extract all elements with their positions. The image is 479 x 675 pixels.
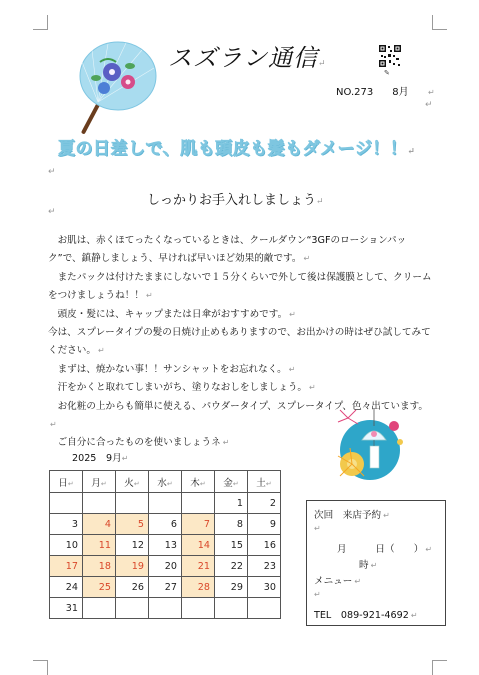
crop-mark-top-right <box>432 15 447 30</box>
paragraph-mark: ↵ <box>199 479 206 488</box>
paragraph-mark: ↵ <box>316 197 324 207</box>
reservation-label: 次回 来店予約 <box>314 510 382 521</box>
weekday-header <box>149 471 182 493</box>
paragraph-mark: ↵ <box>425 545 433 554</box>
crop-mark-bottom-left <box>33 660 48 675</box>
calendar-day: 23 <box>248 556 281 577</box>
newsletter-title <box>168 38 327 73</box>
weekday-label: 木 <box>190 477 200 489</box>
paragraph <box>48 324 436 361</box>
reservation-label-row <box>314 507 390 521</box>
qr-code-icon <box>378 44 402 68</box>
calendar-day: 6 <box>149 514 182 535</box>
paragraph-text: お化粧の上からも簡単に使える、パウダータイプ、スプレータイプ、色々出ています。 <box>48 400 429 412</box>
anchor-icon: ✎ <box>384 69 390 77</box>
calendar-day: 13 <box>149 535 182 556</box>
paragraph-mark: ↵ <box>232 479 239 488</box>
paragraph-mark: ↵ <box>222 438 230 448</box>
reservation-date-line: 月 日（ ） <box>337 544 424 555</box>
reservation-time-row <box>359 557 377 571</box>
paragraph-mark: ↵ <box>121 454 129 463</box>
weekday-label: 月 <box>91 477 101 489</box>
paragraph-text: まずは、焼かない事！！サンシャットをお忘れなく。 <box>48 363 287 375</box>
calendar-empty-cell <box>83 493 116 514</box>
paragraph-mark: ↵ <box>383 511 390 520</box>
paragraph-mark: ↵ <box>407 147 416 157</box>
paragraph-mark: ↵ <box>427 88 435 97</box>
weekday-header <box>248 471 281 493</box>
paragraph-mark: ↵ <box>145 291 153 301</box>
calendar-week-row <box>50 493 281 514</box>
paragraph-mark: ↵ <box>288 364 296 374</box>
calendar-day: 12 <box>116 535 149 556</box>
calendar-day: 18 <box>83 556 116 577</box>
issue-month: 8月 <box>392 87 409 98</box>
calendar-header-row <box>50 471 281 493</box>
calendar-day: 22 <box>215 556 248 577</box>
calendar-empty-cell <box>50 493 83 514</box>
paragraph-mark: ↵ <box>67 479 74 488</box>
calendar-day: 4 <box>83 514 116 535</box>
paragraph-mark: ↵ <box>48 207 56 217</box>
calendar-day: 5 <box>116 514 149 535</box>
paragraph-mark: ↵ <box>314 524 321 533</box>
uchiwa-fan-icon <box>70 36 160 136</box>
calendar-day: 15 <box>215 535 248 556</box>
reservation-tel: TEL 089-921-4692 <box>314 610 409 621</box>
calendar-empty-cell <box>116 493 149 514</box>
paragraph-mark: ↵ <box>133 479 140 488</box>
calendar-day: 3 <box>50 514 83 535</box>
reservation-date-row <box>337 541 432 555</box>
weekday-label: 日 <box>58 477 68 489</box>
paragraph <box>48 306 436 324</box>
calendar-day: 7 <box>182 514 215 535</box>
subheading <box>147 189 324 208</box>
calendar-day: 21 <box>182 556 215 577</box>
title-text: スズラン通信 <box>168 44 318 72</box>
calendar-week-row <box>50 535 281 556</box>
subheading-text: しっかりお手入れしましょう <box>147 193 317 208</box>
calendar-day: 11 <box>83 535 116 556</box>
calendar-day: 19 <box>116 556 149 577</box>
paragraph-mark: ↵ <box>309 383 316 393</box>
paragraph-mark-row <box>314 523 321 534</box>
calendar-empty-cell <box>215 598 248 619</box>
calendar-empty-cell <box>149 598 182 619</box>
reservation-box <box>306 500 446 626</box>
paragraph-mark: ↵ <box>97 346 105 356</box>
calendar-day: 1 <box>215 493 248 514</box>
paragraph <box>48 269 436 306</box>
weekday-header <box>83 471 116 493</box>
paragraph <box>48 379 436 397</box>
paragraph-mark: ↵ <box>166 479 173 488</box>
paragraph-text: ご自分に合ったものを使いましょうネ <box>48 437 221 449</box>
paragraph <box>48 232 436 269</box>
calendar-day: 14 <box>182 535 215 556</box>
paragraph-text: またパックは付けたままにしないで１５分くらいで外して後は保護膜として、クリームをつけましょうね！！ <box>48 271 432 302</box>
paragraph <box>48 361 436 379</box>
paragraph-mark: ↵ <box>318 59 327 69</box>
issue-number: NO.273 <box>336 87 374 98</box>
calendar-day: 2 <box>248 493 281 514</box>
calendar-week-row <box>50 556 281 577</box>
paragraph-mark-row <box>314 589 321 600</box>
paragraph-mark: ↵ <box>314 590 321 599</box>
paragraph-text: 今は、スプレータイプの髪の日焼け止めもありますので、お出かけの時はぜひ試してみてください。 <box>48 327 431 357</box>
reservation-time-label: 時 <box>359 560 369 571</box>
weekday-header <box>215 471 248 493</box>
calendar-day: 17 <box>50 556 83 577</box>
calendar-week-row <box>50 577 281 598</box>
calendar-day: 28 <box>182 577 215 598</box>
calendar-body <box>50 493 281 619</box>
calendar-empty-cell <box>116 598 149 619</box>
headline-text: 夏の日差しで、肌も頭皮も髪もダメージ！！ <box>58 139 408 159</box>
paragraph-text: 頭皮・髪には、キャップまたは日傘がおすすめです。 <box>48 308 288 320</box>
calendar-day: 30 <box>248 577 281 598</box>
calendar-empty-cell <box>83 598 116 619</box>
calendar-table <box>49 470 281 619</box>
calendar-day: 29 <box>215 577 248 598</box>
paragraph-mark: ↵ <box>50 420 57 430</box>
calendar-empty-cell <box>182 493 215 514</box>
calendar-title <box>72 450 128 464</box>
fireworks-windchime-icon <box>330 406 412 490</box>
issue-info <box>336 83 435 98</box>
paragraph-mark: ↵ <box>425 100 433 110</box>
calendar-title-text: 2025 9月 <box>72 453 122 464</box>
reservation-tel-row <box>314 607 418 621</box>
paragraph-mark: ↵ <box>100 479 107 488</box>
calendar-day: 25 <box>83 577 116 598</box>
headline <box>58 134 458 159</box>
calendar-day: 8 <box>215 514 248 535</box>
weekday-label: 土 <box>256 477 266 489</box>
weekday-header <box>116 471 149 493</box>
paragraph-mark: ↵ <box>265 479 272 488</box>
weekday-label: 金 <box>223 477 233 489</box>
calendar-week-row <box>50 514 281 535</box>
calendar-day: 31 <box>50 598 83 619</box>
paragraph-text: 汗をかくと取れてしまいがち、塗りなおしをしましょう。 <box>48 382 308 394</box>
calendar-day: 10 <box>50 535 83 556</box>
calendar-day: 26 <box>116 577 149 598</box>
calendar-day: 9 <box>248 514 281 535</box>
paragraph-mark: ↵ <box>289 309 296 319</box>
weekday-label: 水 <box>157 477 167 489</box>
paragraph-mark: ↵ <box>370 561 378 570</box>
weekday-header <box>50 471 83 493</box>
calendar-day: 20 <box>149 556 182 577</box>
paragraph-mark: ↵ <box>303 254 311 264</box>
reservation-menu-row <box>314 573 361 587</box>
reservation-menu-label: メニュー <box>314 576 353 587</box>
calendar-empty-cell <box>248 598 281 619</box>
calendar-empty-cell <box>182 598 215 619</box>
weekday-header <box>182 471 215 493</box>
calendar-day: 16 <box>248 535 281 556</box>
paragraph-mark: ↵ <box>410 611 418 620</box>
calendar-day: 27 <box>149 577 182 598</box>
paragraph-mark: ↵ <box>48 167 56 177</box>
calendar-week-row <box>50 598 281 619</box>
crop-mark-top-left <box>33 15 48 30</box>
calendar-day: 24 <box>50 577 83 598</box>
calendar-empty-cell <box>149 493 182 514</box>
weekday-label: 火 <box>124 477 134 489</box>
paragraph-mark: ↵ <box>354 577 362 586</box>
crop-mark-bottom-right <box>432 660 447 675</box>
paragraph-text: お肌は、赤くほてったくなっているときは、クールダウン“3GFのローションパック”で、鎮静しましょう、早ければ早いほど効果的敵です。 <box>48 235 407 265</box>
